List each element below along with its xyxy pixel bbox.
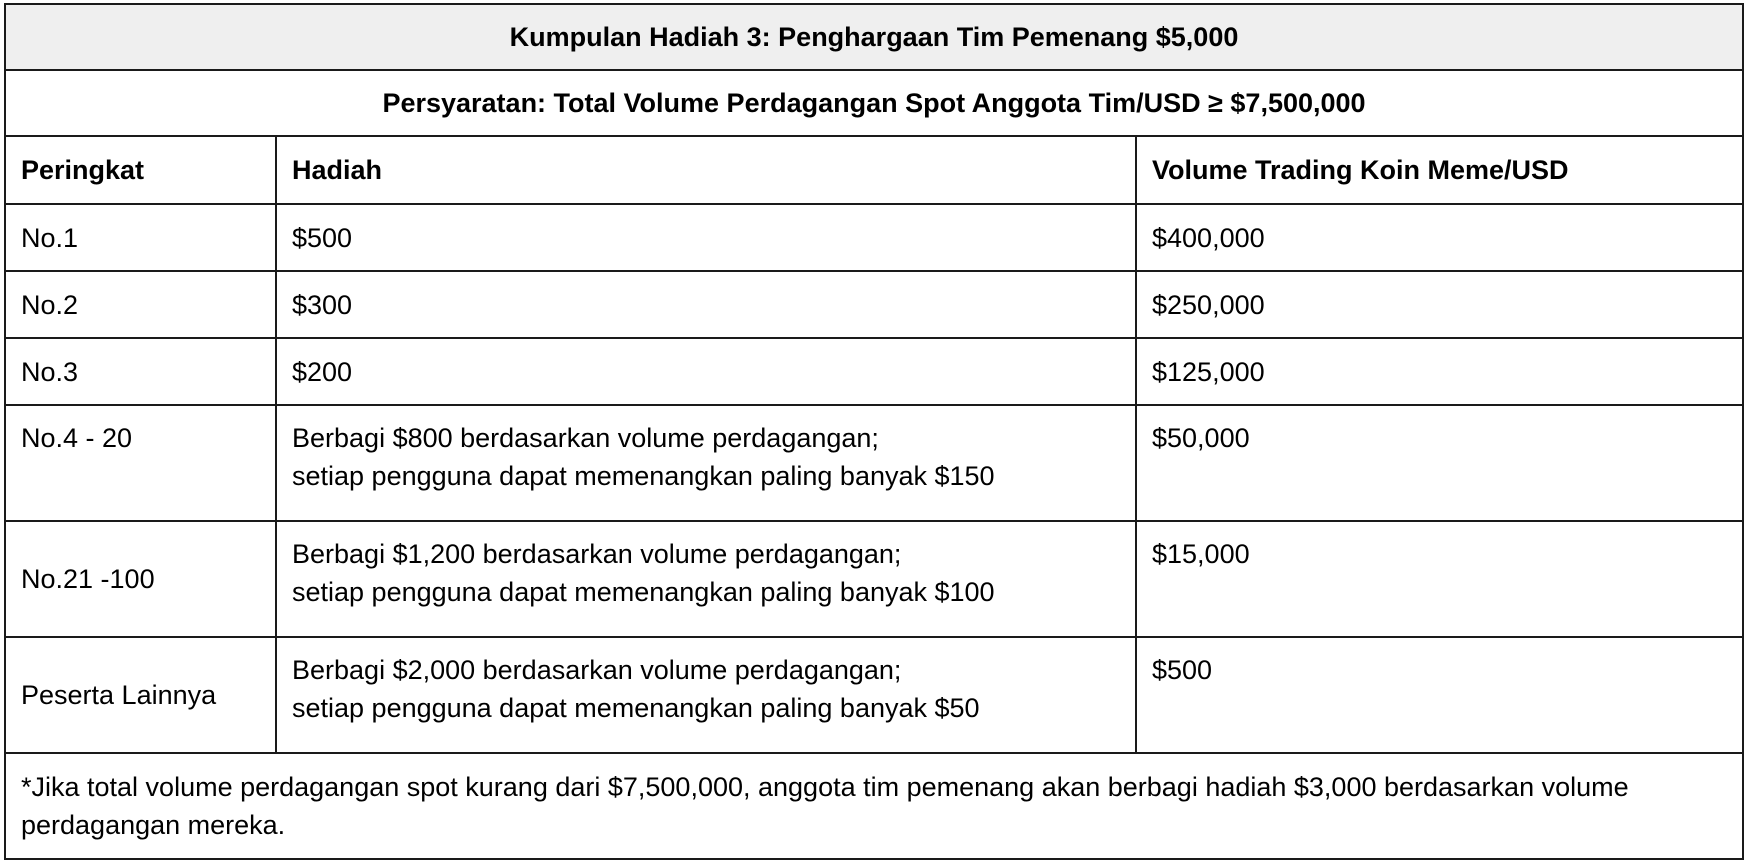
table-row: [5, 405, 1743, 521]
table-row: [5, 637, 1743, 753]
prize-line-2: setiap pengguna dapat memenangkan paling banyak $150: [292, 461, 995, 491]
table-row: [5, 271, 1743, 338]
prize-line-2: setiap pengguna dapat memenangkan paling banyak $50: [292, 693, 980, 723]
header-prize: Hadiah: [276, 136, 1136, 204]
rank-cell: No.1: [5, 204, 276, 271]
volume-cell: $50,000: [1136, 405, 1743, 521]
prize-line-2: setiap pengguna dapat memenangkan paling banyak $100: [292, 577, 995, 607]
header-rank: Peringkat: [5, 136, 276, 204]
volume-cell: $250,000: [1136, 271, 1743, 338]
table-title-row: [5, 4, 1743, 70]
prize-cell: $300: [276, 271, 1136, 338]
table-row: [5, 338, 1743, 405]
prize-cell: $200: [276, 338, 1136, 405]
prize-line-1: Berbagi $800 berdasarkan volume perdagangan;: [292, 423, 879, 453]
prize-cell: [276, 521, 1136, 637]
rank-cell: No.3: [5, 338, 276, 405]
table-row: [5, 204, 1743, 271]
volume-cell: $125,000: [1136, 338, 1743, 405]
table-row: [5, 521, 1743, 637]
rank-cell: No.4 - 20: [5, 405, 276, 521]
footnote-text: *Jika total volume perdagangan spot kurang dari $7,500,000, anggota tim pemenang akan berbagi hadiah $3,000 berdasarkan volume perdagangan mereka.: [5, 753, 1743, 859]
volume-cell: $400,000: [1136, 204, 1743, 271]
prize-cell: [276, 405, 1136, 521]
table-title: Kumpulan Hadiah 3: Penghargaan Tim Pemenang $5,000: [5, 4, 1743, 70]
header-volume: Volume Trading Koin Meme/USD: [1136, 136, 1743, 204]
rank-cell: No.21 -100: [5, 521, 276, 637]
requirement-row: [5, 70, 1743, 136]
prize-cell: $500: [276, 204, 1136, 271]
table-header-row: [5, 136, 1743, 204]
footnote-row: [5, 753, 1743, 859]
rank-cell: No.2: [5, 271, 276, 338]
prize-cell: [276, 637, 1136, 753]
prize-line-1: Berbagi $2,000 berdasarkan volume perdagangan;: [292, 655, 902, 685]
prize-line-1: Berbagi $1,200 berdasarkan volume perdagangan;: [292, 539, 902, 569]
requirement-text: Persyaratan: Total Volume Perdagangan Spot Anggota Tim/USD ≥ $7,500,000: [5, 70, 1743, 136]
prize-pool-table: [4, 3, 1744, 860]
rank-cell: Peserta Lainnya: [5, 637, 276, 753]
volume-cell: $15,000: [1136, 521, 1743, 637]
volume-cell: $500: [1136, 637, 1743, 753]
